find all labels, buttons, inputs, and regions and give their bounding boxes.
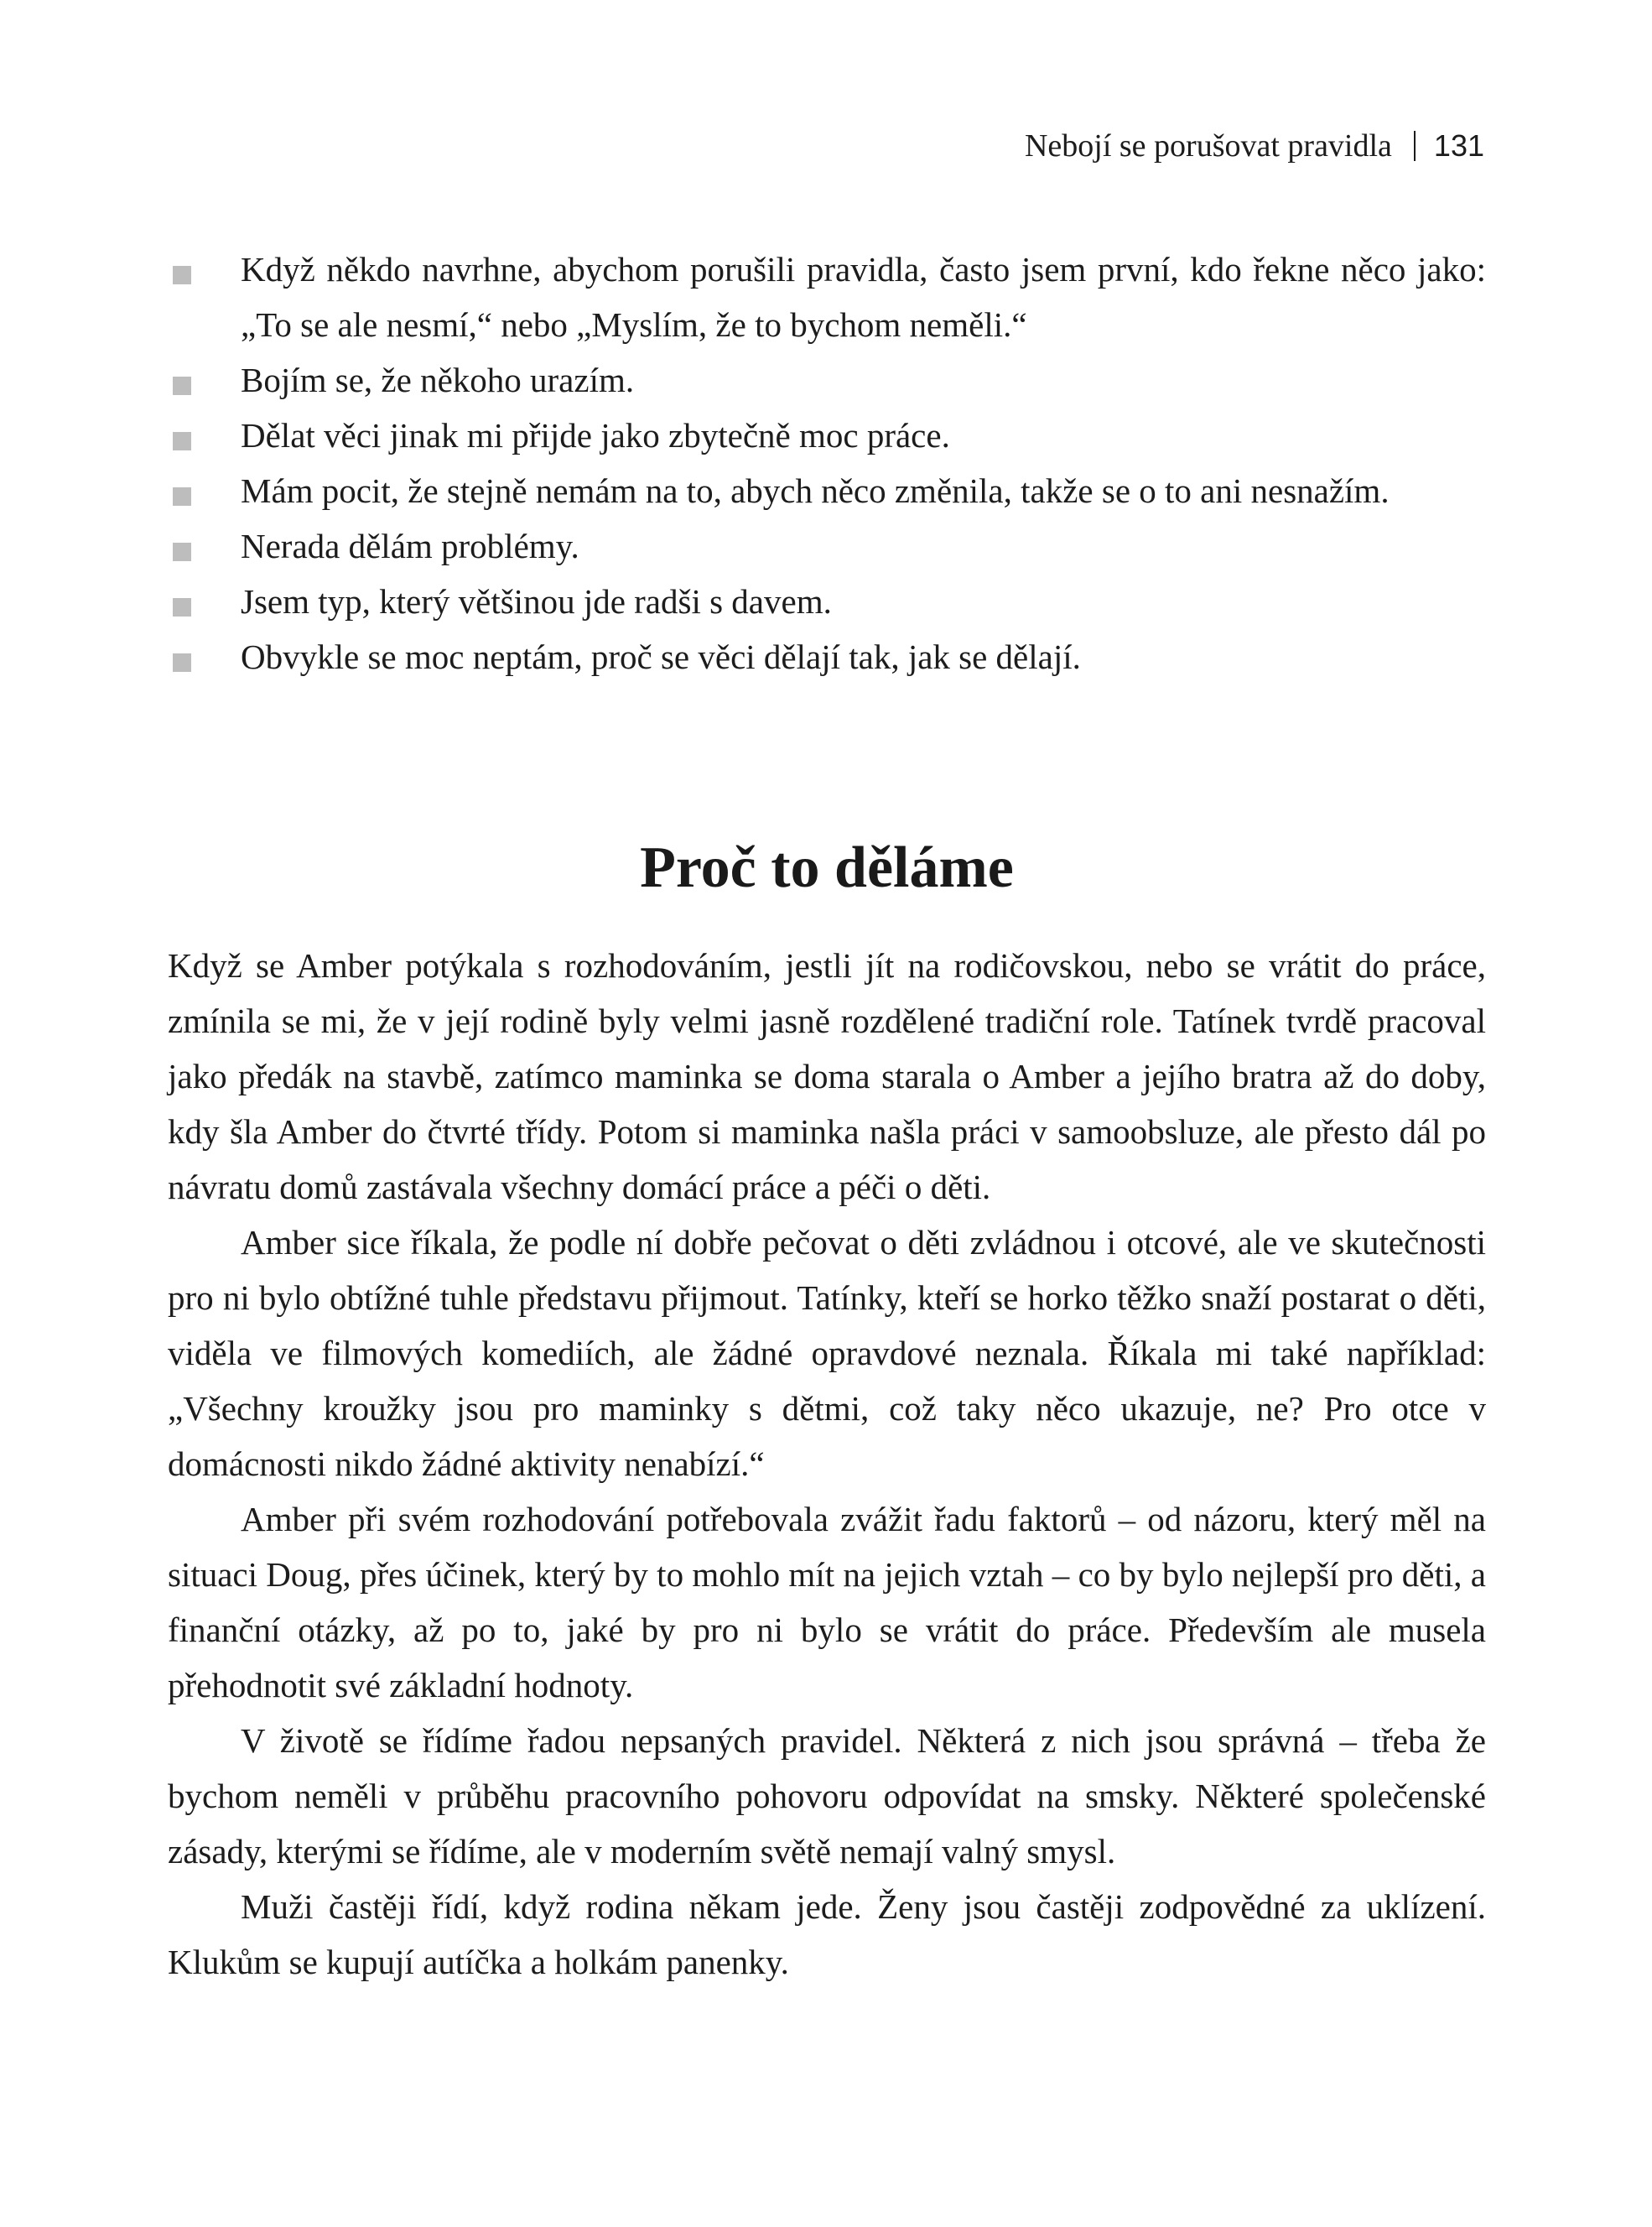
header-separator xyxy=(1414,131,1416,161)
running-header xyxy=(1025,124,1484,168)
paragraph: Amber sice říkala, že podle ní dobře pečovat o děti zvládnou i otcové, ale ve skutečnosti pro ni bylo obtížné tuhle představu přijmout. Tatínky, kteří se horko těžko snaží postarat o děti, viděla ve filmových komediích, ale žádné opravdové neznala. Říkala mi také například: „Všechny kroužky jsou pro maminky s dětmi, což taky něco ukazuje, ne? Pro otce v domácnosti nikdo žádné aktivity nenabízí.“ xyxy=(168,1223,1486,1483)
square-bullet-icon xyxy=(173,653,191,672)
square-bullet-icon xyxy=(173,432,191,450)
list-item-text: Bojím se, že někoho urazím. xyxy=(241,361,635,399)
list-item xyxy=(168,629,1486,684)
checklist xyxy=(168,242,1486,684)
paragraph: Muži častěji řídí, když rodina někam jede. Ženy jsou častěji zodpovědné za uklízení. Klukům se kupují autíčka a holkám panenky. xyxy=(168,1887,1486,1981)
body-text xyxy=(168,938,1486,1990)
list-item xyxy=(168,408,1486,463)
square-bullet-icon xyxy=(173,598,191,617)
paragraph: Amber při svém rozhodování potřebovala zvážit řadu faktorů – od názoru, který měl na situaci Doug, přes účinek, který by to mohlo mít na jejich vztah – co by bylo nejlepší pro děti, a finanční otázky, až po to, jaké by pro ni bylo se vrátit do práce. Především ale musela přehodnotit své základní hodnoty. xyxy=(168,1500,1486,1704)
square-bullet-icon xyxy=(173,543,191,561)
list-item-text: Obvykle se moc neptám, proč se věci dělají tak, jak se dělají. xyxy=(241,637,1081,676)
list-item-text: Jsem typ, který většinou jde radši s davem. xyxy=(241,582,832,621)
square-bullet-icon xyxy=(173,487,191,506)
list-item-text: Nerada dělám problémy. xyxy=(241,527,579,565)
paragraph: Když se Amber potýkala s rozhodováním, jestli jít na rodičovskou, nebo se vrátit do práce, zmínila se mi, že v její rodině byly velmi jasně rozdělené tradiční role. Tatínek tvrdě pracoval jako předák na stavbě, zatímco maminka se doma starala o Amber a jejího bratra až do doby, kdy šla Amber do čtvrté třídy. Potom si maminka našla práci v samoobsluze, ale přesto dál po návratu domů zastávala všechny domácí práce a péči o děti. xyxy=(168,946,1486,1206)
list-item xyxy=(168,518,1486,574)
list-item xyxy=(168,574,1486,629)
square-bullet-icon xyxy=(173,266,191,284)
list-item xyxy=(168,463,1486,518)
list-item-text: Když někdo navrhne, abychom porušili pravidla, často jsem první, kdo řekne něco jako: „To se ale nesmí,“ nebo „Myslím, že to bychom neměli.“ xyxy=(241,250,1486,344)
list-item-text: Mám pocit, že stejně nemám na to, abych něco změnila, takže se o to ani nesnažím. xyxy=(241,471,1390,510)
section-heading: Proč to děláme xyxy=(640,835,1014,900)
paragraph: V životě se řídíme řadou nepsaných pravidel. Některá z nich jsou správná – třeba že bychom neměli v průběhu pracovního pohovoru odpovídat na smsky. Některé společenské zásady, kterými se řídíme, ale v moderním světě nemají valný smysl. xyxy=(168,1721,1486,1871)
list-item xyxy=(168,352,1486,408)
list-item-text: Dělat věci jinak mi přijde jako zbytečně moc práce. xyxy=(241,416,950,455)
list-item xyxy=(168,242,1486,352)
page-number: 131 xyxy=(1433,128,1484,163)
running-title: Nebojí se porušovat pravidla xyxy=(1024,128,1392,164)
square-bullet-icon xyxy=(173,377,191,395)
